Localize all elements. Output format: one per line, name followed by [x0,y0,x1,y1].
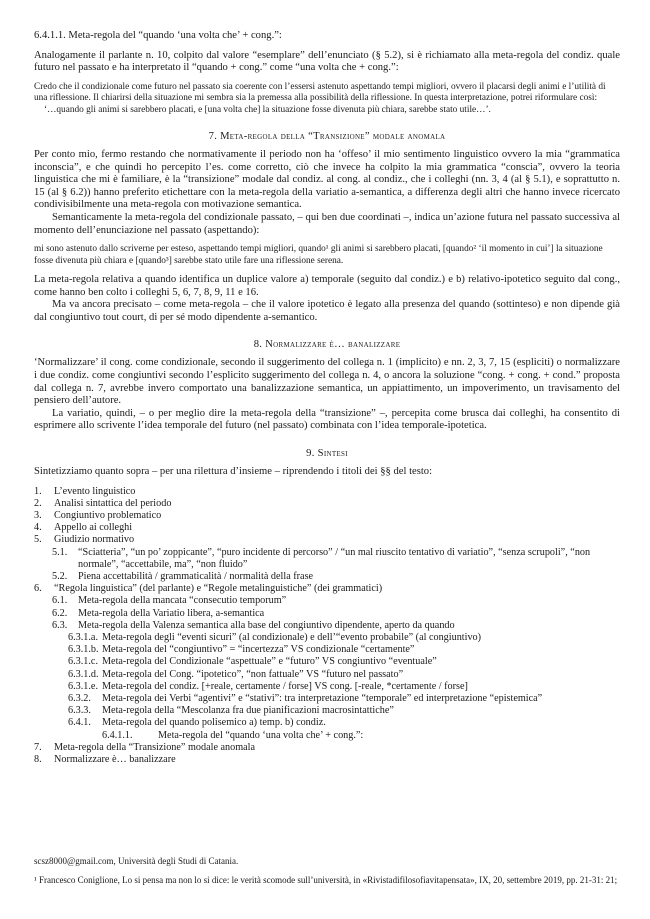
summary-list-item [34,486,620,498]
summary-item-number: 6.1. [52,595,68,607]
summary-item-text: Meta-regola degli “eventi sicuri” (al condizionale) e dell’“evento probabile” (al congiuntivo) [102,631,482,643]
paragraph: Analogamente il parlante n. 10, colpito dal valore “esemplare” dell’enunciato (§ 5.2), si è richiamato alla meta-regola del condiz. quale futuro nel passato e ha interpretato il “quando + cong.” come “una volta che + cong.”: [34,49,620,74]
summary-item-number: 6. [34,583,42,595]
summary-list-item [34,608,620,620]
summary-item-text: “Regola linguistica” (del parlante) e “Regole metalinguistiche” (dei grammatici) [54,583,383,595]
summary-list-item [34,681,620,693]
block-quote: ‘…quando gli animi si sarebbero placati, e [una volta che] la situazione fosse divenuta più chiara, sarebbe stato utile…’. [44,104,491,115]
summary-item-text: Meta-regola del quando polisemico a) temp. b) condiz. [102,717,326,729]
section-title-9: 9. Sintesi [306,447,348,459]
summary-item-number: 6.3.1.e. [68,680,98,692]
paragraph: La variatio, quindi, – o per meglio dire la meta-regola della “transizione” –, percepita come brusca dai colleghi, ha consentito di esprimere allo scrivente l’idea temporale del futuro (nel passato) combinata con l’idea temporale-ipotetica. [34,407,620,432]
author-contact: scsz8000@gmail.com, Università degli Studi di Catania. [34,856,239,866]
summary-item-text: Meta-regola della Valenza semantica alla base del congiuntivo dipendente, aperto da quando [78,619,455,631]
summary-list-item [34,669,620,681]
summary-item-text: “Sciatteria”, “un po’ zoppicante”, “puro incidente di percorso” / “un mal riuscito tentativo di variatio”, “senza scrupoli”, “non normale”, “accettabile, ma”, “non fluido” [78,546,591,570]
summary-item-number: 6.4.1.1. [102,729,133,741]
paragraph: Per conto mio, fermo restando che normativamente il periodo non ha ‘offeso’ il mio sentimento linguistico ovvero la mia “grammatica inconscia”, e che quindi ho percepito l’es. come corretto, ciò che invece ha colpito la mia grammatica “conscia”, ovvero la teoria linguistica che mi è familiare, è la “transizione” modale dal condiz. al cong. al condiz., che i colleghi (nn. 3, 4 (al § 5.1), e soprattutto n. 15 (al § 6.2)) hanno preferito etichettare con la meta-regola della variatio a-semantica, a differenza degli altri che hanno invece ricercato condivisibilmente una meta-regola con motivazione semantica. [34,149,620,211]
summary-item-number: 5.1. [52,546,68,558]
summary-list-item [34,730,620,742]
summary-item-text: L’evento linguistico [54,485,136,497]
summary-list-item [34,534,620,546]
summary-list-item [34,510,620,522]
summary-list-item [34,754,620,766]
summary-item-number: 2. [34,497,42,509]
paragraph: ‘Normalizzare’ il cong. come condizionale, secondo il suggerimento del collega n. 1 (implicito) e nn. 2, 3, 7, 15 (espliciti) o normalizzare i due condiz. come congiuntivi secondo l’esplicito suggerimento del collega n. 4, o ancora la soluzione “cong. + cong. + cond.” proposta dal collega n. 7, avrebbe invero comportato una banalizzazione semantica, un appiattimento, un impoverimento, un travisamento del pensiero dell’autore. [34,357,620,407]
summary-item-number: 6.3. [52,619,68,631]
summary-list-item [34,595,620,607]
summary-list-item [34,547,620,571]
summary-item-text: Piena accettabilità / grammaticalità / normalità della frase [78,570,314,582]
summary-item-text: Meta-regola del Condizionale “aspettuale” e “futuro” VS congiuntivo “eventuale” [102,656,437,668]
block-quote: mi sono astenuto dallo scriverne per esteso, aspettando tempi migliori, quando¹ gli animi si sarebbero placati, [quando² ‘il momento in cui’] la situazione fosse divenuta più chiara e [quando³] sarebbe stato utile fare una riflessione serena. [34,244,603,266]
summary-list-item [34,717,620,729]
summary-item-text: Meta-regola della mancata “consecutio temporum” [78,595,287,607]
summary-item-number: 6.3.1.b. [68,644,99,656]
summary-item-text: Appello ai colleghi [54,522,133,534]
summary-item-number: 4. [34,522,42,534]
block-quote: Credo che il condizionale come futuro nel passato sia coerente con l’essersi astenuto aspettando tempi migliori, ovvero il placarsi degli animi e l’utilità di una riflessione. Il chiarirsi della situazione mi sembra sia la premessa alla possibilità della riflessione. In questa interpretazione, potrei riformulare così: [34,81,606,104]
summary-item-text: Giudizio normativo [54,534,135,546]
summary-item-number: 6.3.1.a. [68,631,98,643]
summary-item-number: 5. [34,534,42,546]
summary-item-text: Meta-regola del “congiuntivo” = “incertezza” VS condizionale “certamente” [102,644,415,656]
section-title-7: 7. Meta-regola della “Transizione” modale anomala [208,131,446,142]
footnote: ¹ Francesco Coniglione, Lo si pensa ma non lo si dice: le verità scomode sull’università, in «Rivistadifilosofiavitapensata», IX, 20, settembre 2019, pp. 21-31: 21; [34,874,618,885]
summary-list-item [34,620,620,632]
summary-item-text: Meta-regola della “Mescolanza fra due pianificazioni macrosintattiche” [102,705,394,717]
summary-item-text: Meta-regola della Variatio libera, a-semantica [78,607,265,619]
summary-item-number: 7. [34,741,42,753]
summary-item-number: 1. [34,485,42,497]
summary-list-item [34,632,620,644]
summary-item-number: 5.2. [52,570,68,582]
summary-item-number: 6.2. [52,607,68,619]
summary-list-item [34,705,620,717]
paragraph: Ma va ancora precisato – come meta-regola – che il valore ipotetico è legato alla presenza del quando (sottinteso) e non dipende già dal congiuntivo tout court, di per sé modo dipendente a-semantico. [34,299,620,323]
article-page [34,30,620,766]
paragraph: Semanticamente la meta-regola del condizionale passato, – qui ben due coordinati –, indica un’azione futura nel passato successiva al momento dell’enunciazione nel passato (aspettando): [34,211,620,236]
summary-list [34,486,620,767]
summary-item-number: 8. [34,753,42,765]
summary-item-number: 6.3.2. [68,692,91,704]
summary-item-number: 6.4.1. [68,717,91,729]
section-heading-6-4-1-1: 6.4.1.1. Meta-regola del “quando ‘una volta che’ + cong.”: [34,30,282,41]
summary-item-number: 3. [34,509,42,521]
paragraph: La meta-regola relativa a quando identifica un duplice valore a) temporale (seguito dal condiz.) e b) relativo-ipotetico seguito dal cong., come hanno ben colto i colleghi 5, 6, 7, 8, 9, 11 e 16. [34,273,620,298]
summary-item-text: Meta-regola dei Verbi “agentivi” e “stativi”: tra interpretazione “temporale” ed interpretazione “epistemica” [102,692,543,704]
footer [34,856,624,886]
summary-item-text: Meta-regola del condiz. [+reale, certamente / forse] VS cong. [-reale, *certamente / forse] [102,680,468,692]
summary-list-item [34,644,620,656]
summary-item-text: Meta-regola della “Transizione” modale anomala [54,741,256,753]
section-title-8: 8. Normalizzare è… banalizzare [253,339,401,351]
summary-list-item [34,571,620,583]
summary-list-item [34,742,620,754]
summary-item-text: Analisi sintattica del periodo [54,497,172,509]
summary-list-item [34,498,620,510]
summary-item-text: Congiuntivo problematico [54,509,162,521]
paragraph: Sintetizziamo quanto sopra – per una rilettura d’insieme – riprendendo i titoli dei §§ del testo: [34,465,433,477]
summary-list-item [34,693,620,705]
summary-item-text: Normalizzare è… banalizzare [54,753,176,765]
summary-list-item [34,583,620,595]
summary-item-text: Meta-regola del Cong. “ipotetico”, “non fattuale” VS “futuro nel passato” [102,668,404,680]
summary-item-number: 6.3.1.d. [68,668,99,680]
summary-list-item [34,522,620,534]
summary-list-item [34,656,620,668]
summary-item-text: Meta-regola del “quando ‘una volta che’ + cong.”: [158,729,364,741]
summary-item-number: 6.3.1.c. [68,656,98,668]
summary-item-number: 6.3.3. [68,705,91,717]
